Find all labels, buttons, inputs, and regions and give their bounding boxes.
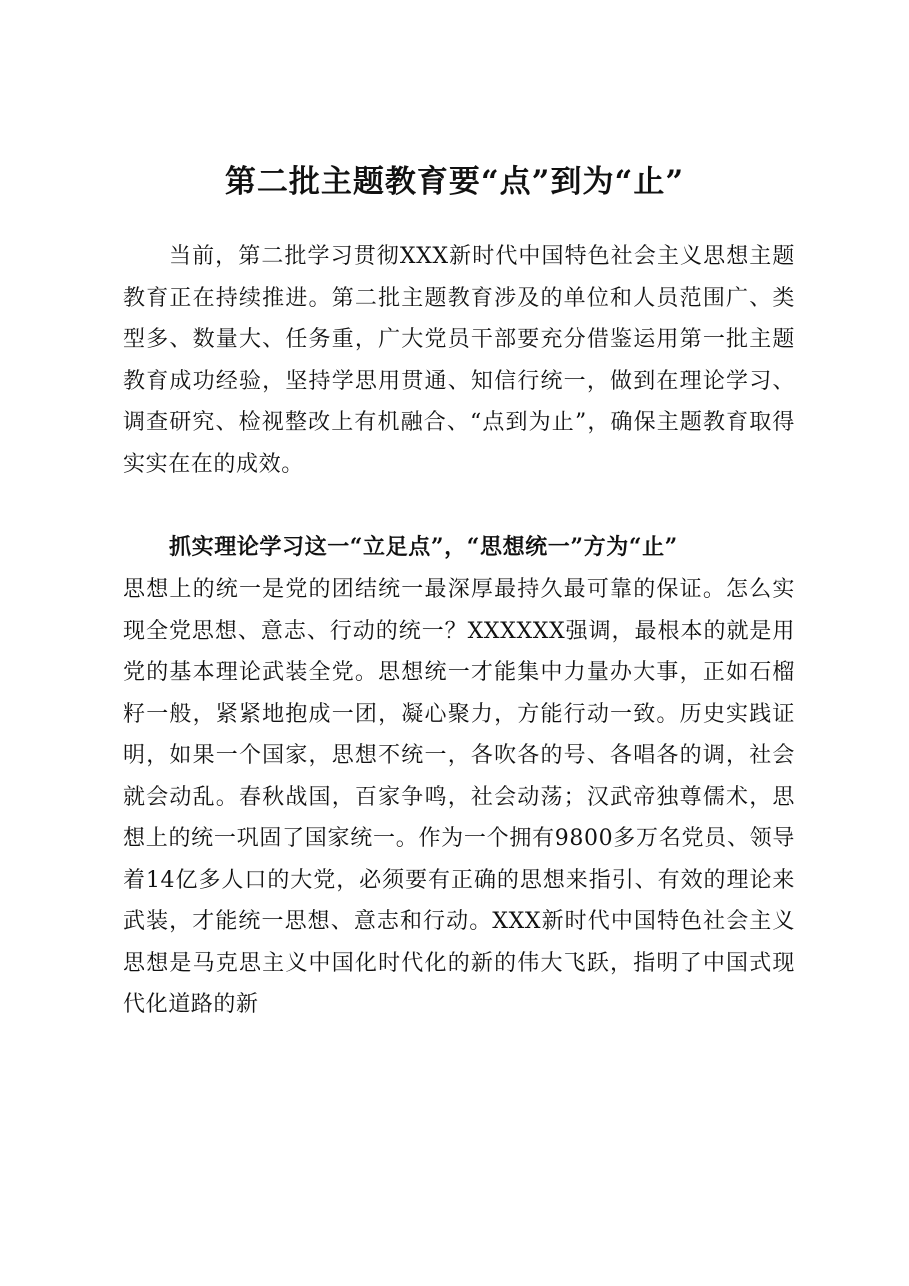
section-heading: 抓实理论学习这一“立足点”，“思想统一”方为“止” [169, 534, 678, 560]
paragraph-intro: 当前，第二批学习贯彻XXX新时代中国特色社会主义思想主题教育正在持续推进。第二批主题教育涉及的单位和人员范围广、类型多、数量大、任务重，广大党员干部要充分借鉴运用第一批主题教育成功经验，坚持学思用贯通、知信行统一，做到在理论学习、调查研究、检视整改上有机融合、“点到为止”，确保主题教育取得实实在在的成效。 [123, 244, 795, 477]
document-title: 第二批主题教育要“点”到为“止” [224, 164, 685, 200]
paragraph-theory-study: 思想上的统一是党的团结统一最深厚最持久最可靠的保证。怎么实现全党思想、意志、行动的统一？XXXXXX强调，最根本的就是用党的基本理论武装全党。思想统一才能集中力量办大事，正如石榴籽一般，紧紧地抱成一团，凝心聚力，方能行动一致。历史实践证明，如果一个国家，思想不统一，各吹各的号、各唱各的调，社会就会动乱。春秋战国，百家争鸣，社会动荡；汉武帝独尊儒术，思想上的统一巩固了国家统一。作为一个拥有9800多万名党员、领导着14亿多人口的大党，必须要有正确的思想来指引、有效的理论来武装，才能统一思想、意志和行动。XXX新时代中国特色社会主义思想是马克思主义中国化时代化的新的伟大飞跃，指明了中国式现代化道路的新 [123, 577, 795, 1017]
